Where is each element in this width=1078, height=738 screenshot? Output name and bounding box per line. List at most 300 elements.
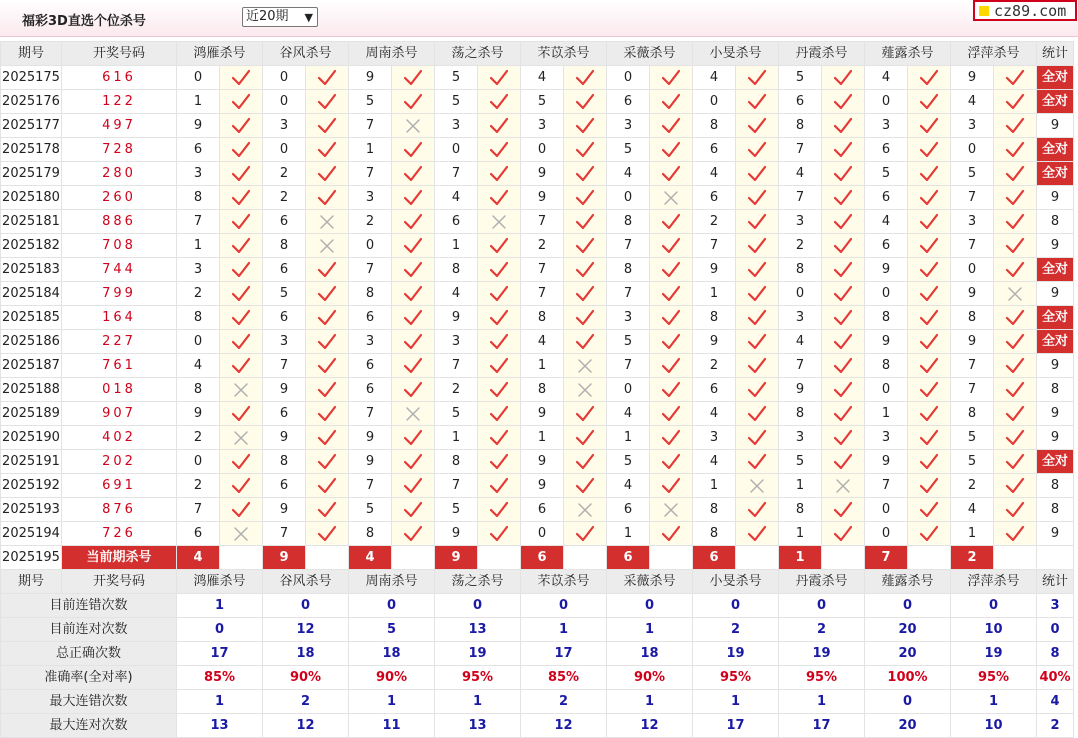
correct-mark-cell (306, 114, 349, 138)
correct-mark-cell (736, 330, 779, 354)
draw-number-cell: 761 (62, 354, 177, 378)
correct-mark-cell (736, 186, 779, 210)
summary-value: 0 (521, 594, 607, 618)
header-expert: 丹霞杀号 (779, 570, 865, 594)
check-icon (575, 237, 595, 255)
check-icon (231, 141, 251, 159)
check-icon (747, 453, 767, 471)
kill-number-cell: 0 (951, 258, 994, 282)
summary-row (1, 594, 1074, 618)
correct-mark-cell (306, 306, 349, 330)
stat-cell: 9 (1037, 426, 1074, 450)
table-row (1, 186, 1074, 210)
kill-number-cell: 7 (951, 234, 994, 258)
kill-number-cell: 9 (521, 402, 564, 426)
current-stat-blank (1037, 546, 1074, 570)
correct-mark-cell (822, 234, 865, 258)
kill-number-cell: 7 (865, 474, 908, 498)
table-row (1, 402, 1074, 426)
check-icon (403, 309, 423, 327)
correct-mark-cell (392, 234, 435, 258)
stat-cell: 9 (1037, 402, 1074, 426)
kill-number-cell: 8 (607, 210, 650, 234)
correct-mark-cell (478, 162, 521, 186)
correct-mark-cell (392, 426, 435, 450)
kill-number-cell: 6 (693, 138, 736, 162)
draw-number-cell: 691 (62, 474, 177, 498)
correct-mark-cell (908, 162, 951, 186)
check-icon (747, 117, 767, 135)
check-icon (317, 405, 337, 423)
check-icon (919, 429, 939, 447)
correct-mark-cell (994, 354, 1037, 378)
kill-number-cell: 3 (779, 306, 822, 330)
current-kill-blank (478, 546, 521, 570)
check-icon (1005, 501, 1025, 519)
cross-icon (317, 237, 337, 255)
check-icon (317, 477, 337, 495)
correct-mark-cell (392, 450, 435, 474)
header-expert: 采薇杀号 (607, 570, 693, 594)
kill-number-cell: 4 (177, 354, 220, 378)
current-period-row (1, 546, 1074, 570)
draw-number-cell: 726 (62, 522, 177, 546)
correct-mark-cell (822, 306, 865, 330)
kill-number-cell: 8 (865, 354, 908, 378)
check-icon (317, 285, 337, 303)
check-icon (747, 261, 767, 279)
kill-number-cell: 0 (349, 234, 392, 258)
correct-mark-cell (564, 66, 607, 90)
summary-value: 2 (779, 618, 865, 642)
draw-number-cell: 708 (62, 234, 177, 258)
kill-number-cell: 4 (779, 162, 822, 186)
kill-number-cell: 7 (951, 354, 994, 378)
wrong-mark-cell (392, 114, 435, 138)
kill-number-cell: 7 (177, 210, 220, 234)
summary-value: 17 (177, 642, 263, 666)
correct-mark-cell (736, 234, 779, 258)
check-icon (919, 165, 939, 183)
correct-mark-cell (822, 258, 865, 282)
correct-mark-cell (994, 426, 1037, 450)
correct-mark-cell (908, 234, 951, 258)
cross-icon (317, 213, 337, 231)
current-kill-value: 9 (263, 546, 306, 570)
kill-number-cell: 6 (779, 90, 822, 114)
header-expert: 荡之杀号 (435, 570, 521, 594)
check-icon (833, 165, 853, 183)
check-icon (919, 381, 939, 399)
check-icon (661, 93, 681, 111)
kill-number-cell: 1 (177, 90, 220, 114)
kill-number-cell: 6 (177, 138, 220, 162)
check-icon (231, 501, 251, 519)
summary-value: 90% (607, 666, 693, 690)
kill-number-cell: 8 (693, 522, 736, 546)
table-row (1, 522, 1074, 546)
check-icon (747, 405, 767, 423)
correct-mark-cell (564, 114, 607, 138)
correct-mark-cell (306, 90, 349, 114)
summary-value: 95% (693, 666, 779, 690)
header-expert: 谷风杀号 (263, 42, 349, 66)
period-select[interactable] (242, 7, 318, 27)
correct-mark-cell (908, 378, 951, 402)
check-icon (1005, 309, 1025, 327)
kill-number-cell: 6 (263, 258, 306, 282)
kill-number-cell: 9 (865, 330, 908, 354)
summary-value: 12 (263, 714, 349, 738)
check-icon (231, 285, 251, 303)
correct-mark-cell (220, 90, 263, 114)
header-expert: 采薇杀号 (607, 42, 693, 66)
check-icon (919, 477, 939, 495)
check-icon (919, 525, 939, 543)
correct-mark-cell (564, 426, 607, 450)
kill-number-cell: 2 (263, 162, 306, 186)
check-icon (919, 141, 939, 159)
summary-row (1, 666, 1074, 690)
kill-number-cell: 1 (521, 426, 564, 450)
draw-number-cell: 728 (62, 138, 177, 162)
correct-mark-cell (822, 522, 865, 546)
check-icon (833, 525, 853, 543)
correct-mark-cell (478, 330, 521, 354)
kill-number-cell: 7 (779, 138, 822, 162)
correct-mark-cell (306, 474, 349, 498)
kill-number-cell: 4 (607, 402, 650, 426)
period-cell: 2025180 (1, 186, 62, 210)
correct-mark-cell (736, 498, 779, 522)
summary-value: 13 (177, 714, 263, 738)
kill-number-cell: 7 (951, 186, 994, 210)
period-select-value: 近20期 (246, 9, 289, 24)
check-icon (747, 429, 767, 447)
kill-number-cell: 6 (177, 522, 220, 546)
correct-mark-cell (822, 114, 865, 138)
header-expert: 周南杀号 (349, 570, 435, 594)
summary-value: 1 (779, 690, 865, 714)
stat-cell: 全对 (1037, 66, 1074, 90)
kill-number-cell: 3 (693, 426, 736, 450)
summary-stat: 0 (1037, 618, 1074, 642)
kill-number-cell: 6 (349, 378, 392, 402)
check-icon (661, 405, 681, 423)
check-icon (747, 381, 767, 399)
check-icon (317, 309, 337, 327)
kill-number-cell: 0 (693, 90, 736, 114)
kill-number-cell: 1 (435, 234, 478, 258)
check-icon (919, 405, 939, 423)
cross-icon (661, 189, 681, 207)
correct-mark-cell (650, 378, 693, 402)
check-icon (747, 309, 767, 327)
correct-mark-cell (908, 114, 951, 138)
current-kill-value: 4 (349, 546, 392, 570)
correct-mark-cell (994, 258, 1037, 282)
summary-value: 90% (349, 666, 435, 690)
correct-mark-cell (736, 162, 779, 186)
summary-value: 12 (521, 714, 607, 738)
kill-number-cell: 3 (263, 114, 306, 138)
table-row (1, 90, 1074, 114)
correct-mark-cell (564, 138, 607, 162)
correct-mark-cell (392, 186, 435, 210)
correct-mark-cell (650, 66, 693, 90)
period-cell: 2025188 (1, 378, 62, 402)
summary-value: 85% (521, 666, 607, 690)
correct-mark-cell (478, 234, 521, 258)
summary-value: 0 (177, 618, 263, 642)
summary-value: 20 (865, 642, 951, 666)
correct-mark-cell (908, 210, 951, 234)
check-icon (489, 141, 509, 159)
correct-mark-cell (478, 258, 521, 282)
kill-number-cell: 2 (349, 210, 392, 234)
draw-number-cell: 280 (62, 162, 177, 186)
check-icon (747, 93, 767, 111)
correct-mark-cell (736, 378, 779, 402)
cross-icon (575, 357, 595, 375)
kill-number-cell: 8 (779, 258, 822, 282)
kill-number-cell: 5 (349, 90, 392, 114)
kill-number-cell: 3 (263, 330, 306, 354)
correct-mark-cell (478, 114, 521, 138)
kill-number-cell: 8 (435, 258, 478, 282)
correct-mark-cell (392, 210, 435, 234)
correct-mark-cell (478, 450, 521, 474)
draw-number-cell: 164 (62, 306, 177, 330)
table-row (1, 66, 1074, 90)
summary-value: 1 (521, 618, 607, 642)
check-icon (489, 309, 509, 327)
period-cell: 2025194 (1, 522, 62, 546)
correct-mark-cell (736, 426, 779, 450)
summary-value: 17 (521, 642, 607, 666)
check-icon (403, 237, 423, 255)
cross-icon (231, 381, 251, 399)
wrong-mark-cell (564, 354, 607, 378)
draw-number-cell: 402 (62, 426, 177, 450)
correct-mark-cell (220, 162, 263, 186)
check-icon (231, 453, 251, 471)
correct-mark-cell (650, 210, 693, 234)
check-icon (489, 237, 509, 255)
current-kill-value: 1 (779, 546, 822, 570)
kill-number-cell: 3 (607, 114, 650, 138)
summary-value: 1 (349, 690, 435, 714)
period-cell: 2025190 (1, 426, 62, 450)
summary-value: 1 (951, 690, 1037, 714)
wrong-mark-cell (994, 282, 1037, 306)
correct-mark-cell (306, 378, 349, 402)
correct-mark-cell (478, 186, 521, 210)
summary-row (1, 642, 1074, 666)
check-icon (661, 213, 681, 231)
summary-label: 准确率(全对率) (1, 666, 177, 690)
kill-number-cell: 9 (865, 258, 908, 282)
check-icon (833, 189, 853, 207)
check-icon (1005, 429, 1025, 447)
kill-number-cell: 9 (349, 450, 392, 474)
top-bar (0, 0, 1078, 37)
check-icon (575, 453, 595, 471)
check-icon (1005, 189, 1025, 207)
stat-cell: 9 (1037, 282, 1074, 306)
correct-mark-cell (822, 402, 865, 426)
cross-icon (403, 405, 423, 423)
kill-number-cell: 3 (951, 114, 994, 138)
correct-mark-cell (736, 114, 779, 138)
correct-mark-cell (736, 354, 779, 378)
kill-number-cell: 8 (349, 522, 392, 546)
summary-value: 20 (865, 618, 951, 642)
check-icon (833, 357, 853, 375)
kill-number-cell: 5 (521, 90, 564, 114)
wrong-mark-cell (650, 498, 693, 522)
check-icon (661, 453, 681, 471)
correct-mark-cell (908, 186, 951, 210)
kill-number-cell: 8 (263, 234, 306, 258)
summary-value: 2 (693, 618, 779, 642)
table-row (1, 426, 1074, 450)
header-expert: 丹霞杀号 (779, 42, 865, 66)
check-icon (231, 357, 251, 375)
summary-value: 19 (779, 642, 865, 666)
header-expert: 浮萍杀号 (951, 570, 1037, 594)
kill-number-cell: 0 (177, 450, 220, 474)
kill-number-cell: 1 (693, 282, 736, 306)
kill-number-cell: 2 (435, 378, 478, 402)
current-period-cell: 2025195 (1, 546, 62, 570)
check-icon (317, 69, 337, 87)
check-icon (403, 141, 423, 159)
kill-number-cell: 5 (779, 450, 822, 474)
stat-cell: 8 (1037, 378, 1074, 402)
correct-mark-cell (994, 138, 1037, 162)
kill-number-cell: 1 (779, 474, 822, 498)
check-icon (661, 381, 681, 399)
correct-mark-cell (822, 66, 865, 90)
check-icon (919, 237, 939, 255)
correct-mark-cell (908, 90, 951, 114)
correct-mark-cell (650, 450, 693, 474)
summary-label: 目前连对次数 (1, 618, 177, 642)
kill-number-cell: 8 (693, 498, 736, 522)
kill-number-cell: 1 (693, 474, 736, 498)
stat-cell: 9 (1037, 522, 1074, 546)
kill-number-cell: 4 (865, 210, 908, 234)
correct-mark-cell (392, 90, 435, 114)
correct-mark-cell (220, 354, 263, 378)
correct-mark-cell (306, 330, 349, 354)
kill-number-cell: 7 (521, 282, 564, 306)
kill-number-cell: 5 (951, 426, 994, 450)
check-icon (747, 237, 767, 255)
summary-value: 5 (349, 618, 435, 642)
kill-number-cell: 1 (521, 354, 564, 378)
correct-mark-cell (822, 162, 865, 186)
check-icon (1005, 141, 1025, 159)
correct-mark-cell (478, 522, 521, 546)
kill-number-cell: 5 (263, 282, 306, 306)
kill-number-cell: 8 (779, 402, 822, 426)
correct-mark-cell (736, 306, 779, 330)
check-icon (231, 477, 251, 495)
kill-number-cell: 8 (693, 114, 736, 138)
wrong-mark-cell (306, 234, 349, 258)
check-icon (833, 285, 853, 303)
correct-mark-cell (994, 186, 1037, 210)
kill-number-cell: 1 (177, 234, 220, 258)
table-row (1, 282, 1074, 306)
correct-mark-cell (650, 330, 693, 354)
kill-number-cell: 1 (435, 426, 478, 450)
correct-mark-cell (822, 330, 865, 354)
kill-number-cell: 5 (951, 162, 994, 186)
check-icon (661, 237, 681, 255)
kill-number-cell: 4 (779, 330, 822, 354)
header-stat: 统计 (1037, 42, 1074, 66)
check-icon (919, 501, 939, 519)
check-icon (317, 261, 337, 279)
draw-number-cell: 799 (62, 282, 177, 306)
kill-number-cell: 9 (263, 426, 306, 450)
kill-number-cell: 5 (435, 402, 478, 426)
summary-row (1, 618, 1074, 642)
check-icon (317, 333, 337, 351)
check-icon (575, 429, 595, 447)
draw-number-cell: 227 (62, 330, 177, 354)
draw-number-cell: 744 (62, 258, 177, 282)
correct-mark-cell (392, 306, 435, 330)
kill-number-cell: 0 (435, 138, 478, 162)
period-cell: 2025176 (1, 90, 62, 114)
check-icon (661, 477, 681, 495)
correct-mark-cell (822, 210, 865, 234)
check-icon (403, 285, 423, 303)
kill-number-cell: 9 (435, 522, 478, 546)
summary-value: 0 (693, 594, 779, 618)
kill-number-cell: 2 (177, 474, 220, 498)
correct-mark-cell (392, 330, 435, 354)
cross-icon (231, 429, 251, 447)
kill-number-cell: 8 (607, 258, 650, 282)
check-icon (489, 189, 509, 207)
correct-mark-cell (220, 138, 263, 162)
kill-number-cell: 7 (779, 354, 822, 378)
correct-mark-cell (736, 282, 779, 306)
correct-mark-cell (220, 330, 263, 354)
summary-label: 总正确次数 (1, 642, 177, 666)
kill-number-cell: 2 (177, 282, 220, 306)
check-icon (919, 285, 939, 303)
summary-value: 0 (951, 594, 1037, 618)
check-icon (833, 405, 853, 423)
current-kill-blank (564, 546, 607, 570)
kill-number-cell: 7 (607, 354, 650, 378)
kill-number-cell: 3 (779, 426, 822, 450)
site-logo[interactable] (973, 0, 1077, 21)
header-expert: 芣苡杀号 (521, 42, 607, 66)
kill-number-cell: 4 (865, 66, 908, 90)
kill-number-cell: 7 (951, 378, 994, 402)
correct-mark-cell (564, 186, 607, 210)
kill-number-cell: 3 (177, 162, 220, 186)
kill-number-cell: 4 (693, 162, 736, 186)
kill-number-table (0, 41, 1074, 738)
